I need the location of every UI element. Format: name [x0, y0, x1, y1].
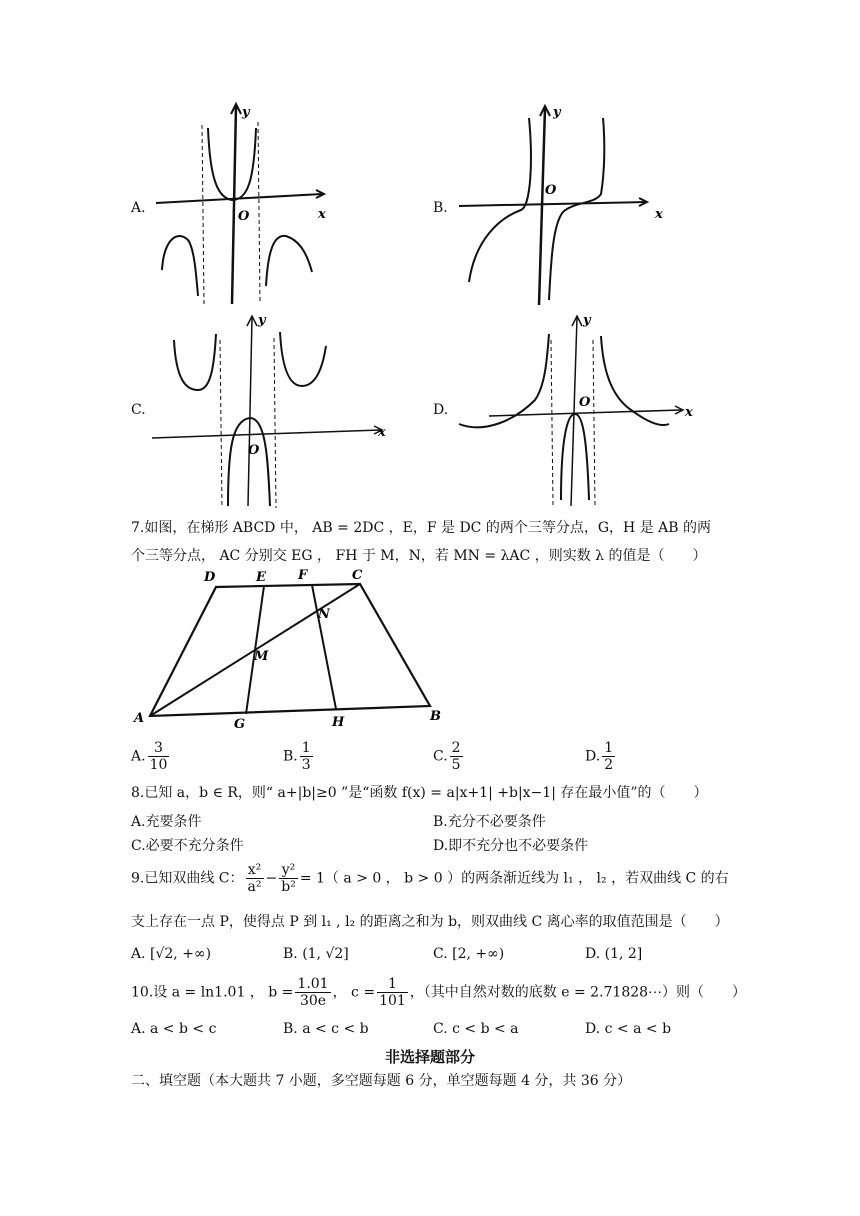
point-N: N: [318, 607, 330, 622]
q8-option-b: B.充分不必要条件: [433, 814, 546, 830]
q8-option-d: D.即不充分也不必要条件: [433, 838, 589, 854]
graph-b-y-label: y: [553, 105, 561, 120]
option-d-label: D.: [433, 402, 449, 418]
graph-c-y-label: y: [258, 313, 266, 328]
option-b-label: B.: [433, 200, 448, 216]
graph-d-x-label: x: [685, 405, 693, 420]
section-title: 非选择题部分: [384, 1048, 475, 1066]
q9-line2: 支上存在一点 P，使得点 P 到 l₁ , l₂ 的距离之和为 b，则双曲线 C 离心率的取值范围是（ ）: [131, 914, 729, 930]
q8-stem: 8.已知 a，b ∈ R，则“ a+|b|≥0 ”是“函数 f(x) = a|x+1| +b|x−1| 存在最小值”的（ ）: [131, 785, 708, 801]
graph-c-x-label: x: [378, 425, 386, 440]
q10-option-d: D. c < a < b: [585, 1021, 672, 1037]
point-M: M: [254, 649, 269, 664]
q8-option-a: A.充要条件: [131, 814, 202, 830]
q9-stem: 9.已知双曲线 C： $\frac{\text{x²}}{\text{a²}}$ − $\frac{\text{y²}}{\text{b²}}$ = 1（ a > 0 ， b > 0 ）的两条渐近线为 l₁ ， l₂ ，若双曲线 C 的右: [131, 862, 729, 895]
q10-option-a: A. a < b < c: [131, 1021, 217, 1037]
q8-option-c: C.必要不充分条件: [131, 838, 244, 854]
point-E: E: [256, 570, 266, 585]
graph-a-y-label: y: [242, 105, 250, 120]
graph-d-origin-label: O: [579, 395, 591, 410]
q7-option-a: A. $\frac{3}{10}$: [131, 740, 168, 773]
option-c-label: C.: [131, 402, 146, 418]
option-a-label: A.: [131, 200, 146, 216]
graph-b-origin-label: O: [545, 183, 557, 198]
q7-option-b: B. $\frac{1}{3}$: [283, 740, 311, 773]
graph-b-x-label: x: [655, 207, 663, 222]
graph-d: [455, 310, 705, 510]
q9-option-d: D. (1, 2]: [585, 946, 643, 962]
point-G: G: [234, 717, 246, 732]
q7-line2: 个三等分点， AC 分别交 EG ， FH 于 M，N，若 MN = λAC ，则实数 λ 的值是（ ）: [131, 548, 707, 564]
q7-option-c: C. $\frac{2}{5}$: [433, 740, 461, 773]
q10-option-c: C. c < b < a: [433, 1021, 519, 1037]
q9-option-a: A. [√2, +∞): [131, 946, 212, 962]
q10-stem: 10.设 a = ln1.01 ， b = $\frac{1.01}{30e}$ ， c = $\frac{1}{101}$ ，（其中自然对数的底数 e = 2.71828⋯）则（ ）: [131, 976, 747, 1009]
q7-line1: 7.如图，在梯形 ABCD 中， AB = 2DC ，E，F 是 DC 的两个三等分点，G，H 是 AB 的两: [131, 520, 711, 536]
q7-option-d: D. $\frac{1}{2}$: [585, 740, 614, 773]
q10-option-b: B. a < c < b: [283, 1021, 369, 1037]
point-F: F: [298, 568, 308, 583]
part2-heading: 二、填空题（本大题共 7 小题，多空题每题 6 分，单空题每题 4 分，共 36 分）: [131, 1073, 632, 1089]
graph-c: [150, 310, 400, 510]
point-H: H: [332, 715, 345, 730]
graph-a: [150, 100, 350, 310]
q9-option-c: C. [2, +∞): [433, 946, 505, 962]
point-B: B: [430, 709, 441, 724]
point-C: C: [352, 568, 363, 583]
graph-c-origin-label: O: [248, 443, 260, 458]
graph-b: [455, 100, 670, 310]
trapezoid-figure: [130, 566, 450, 736]
graph-a-x-label: x: [318, 207, 326, 222]
point-D: D: [204, 570, 216, 585]
q9-option-b: B. (1, √2]: [283, 946, 349, 962]
graph-a-origin-label: O: [238, 209, 250, 224]
graph-d-y-label: y: [583, 313, 591, 328]
point-A: A: [134, 711, 145, 726]
